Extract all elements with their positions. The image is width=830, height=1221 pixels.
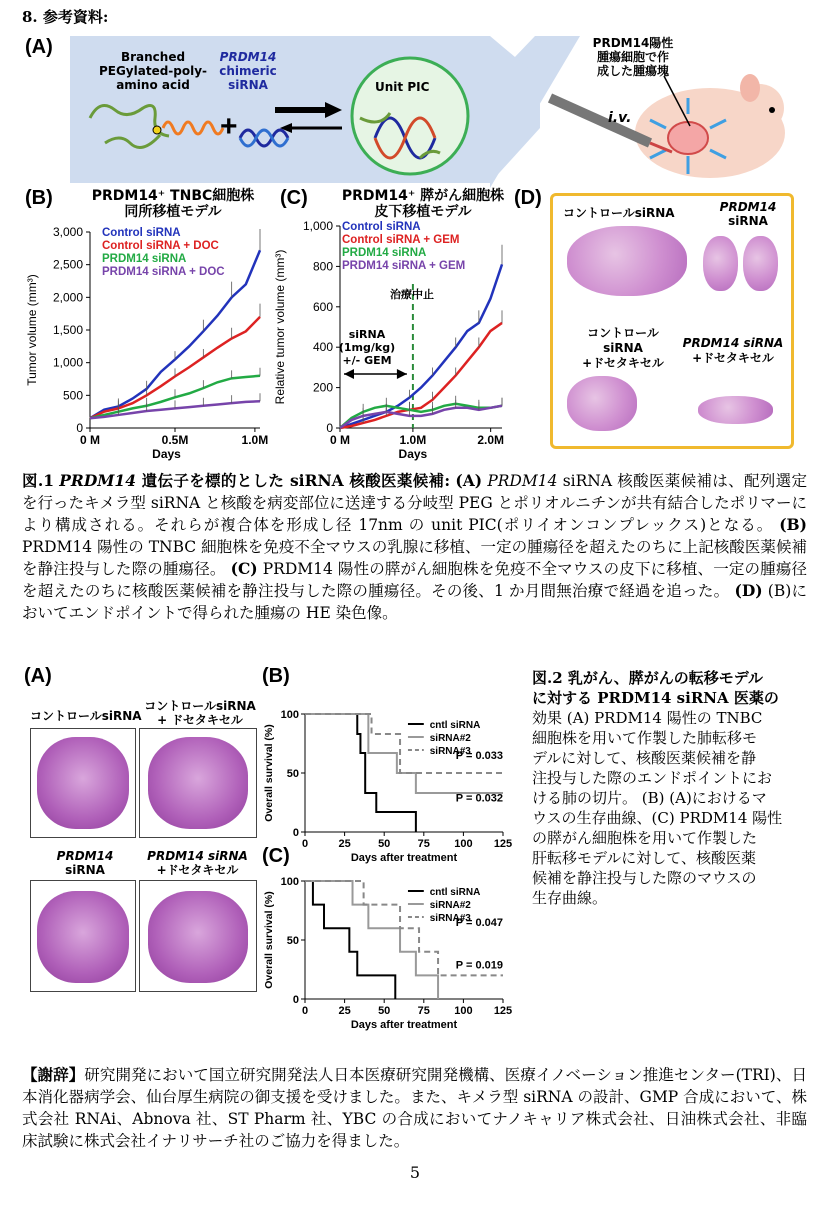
page-number: 5 bbox=[409, 1163, 421, 1182]
legend-entry: cntl siRNA bbox=[429, 887, 481, 898]
x-tick-label: 100 bbox=[454, 1005, 473, 1017]
x-tick-label: 75 bbox=[417, 838, 430, 850]
x-tick-label: 1.0M bbox=[241, 433, 269, 447]
x-axis-label: Days bbox=[152, 447, 181, 461]
section-heading: 8. 参考資料: bbox=[22, 8, 109, 26]
fig1-panel-b-label: (B) bbox=[25, 187, 53, 209]
he-stain-bl bbox=[567, 376, 637, 431]
y-tick-label: 0 bbox=[326, 421, 333, 435]
tumor-volume-chart-b bbox=[22, 222, 272, 461]
y-axis-label: Overall survival (%) bbox=[263, 724, 275, 822]
fig2-panel-c-label: (C) bbox=[262, 845, 290, 867]
y-tick-label: 2,000 bbox=[52, 290, 83, 305]
y-tick-label: 100 bbox=[280, 709, 299, 721]
legend-entry: Control siRNA + GEM bbox=[342, 234, 460, 246]
y-tick-label: 600 bbox=[312, 299, 333, 314]
x-tick-label: 25 bbox=[338, 1005, 351, 1017]
lung-section-tr bbox=[139, 728, 257, 838]
y-tick-label: 50 bbox=[286, 935, 299, 947]
fig1-panel-b-title: PRDM14⁺ TNBC細胞株 同所移植モデル bbox=[91, 188, 255, 220]
fig1-caption: 図.1 PRDM14 遺伝子を標的とした siRNA 核酸医薬候補: (A) PRDM14 siRNA 核酸医薬候補は、配列選定を行ったキメラ型 siRNA と核酸を病変部位に送達する分岐型 PEG とポリオルニチンが共有結合したポリマーにより構成される。それらが複合体を形成し径 17nm の unit PIC(ポリイオンコンプレックス)となる。 (B) PRDM14 陽性の TNBC 細胞株を免疫不全マウスの乳腺に移植、一定の腫瘍径を超えたのちに上記核酸医薬候補を静注投与した際の腫瘍径。 (C) PRDM14 陽性の膵がん細胞株を免疫不全マウスの皮下に移植、一定の腫瘍径を超えたのちに核酸医薬候補を静注投与した際の腫瘍径。その後、1 か月間無治療で経過を追った。 (D) (B)においてエンドポイントで得られた腫瘍の HE 染色像。 bbox=[22, 471, 807, 622]
x-tick-label: 50 bbox=[378, 838, 391, 850]
x-tick-label: 0 bbox=[301, 838, 309, 850]
y-tick-label: 0 bbox=[292, 994, 299, 1006]
p-value-annotation: P = 0.019 bbox=[455, 959, 503, 972]
y-tick-label: 50 bbox=[286, 768, 299, 780]
legend-entry: siRNA#2 bbox=[429, 900, 471, 911]
panel-d-br-label: PRDM14 siRNA +ドセタキセル bbox=[682, 336, 784, 365]
x-tick-label: 2.0M bbox=[477, 433, 505, 447]
legend-entry: PRDM14 siRNA + DOC bbox=[102, 266, 225, 278]
y-axis-label: Relative tumor volume (mm³) bbox=[273, 249, 287, 405]
acknowledgement-text: 研究開発において国立研究開発法人日本医療研究開発機構、医療イノベーション推進センター(TRI)、日本消化器病学会、仙台厚生病院の御支援を受けました。また、キメラ型 siRNA の設計、GMP 合成において、株式会社 RNAi、Abnova 社、ST Pharm 社、YBC の合成においてナノキャリア株式会社、日油株式会社、非臨床試験に株式会社イナリサーチ社のご協力を得ました。 bbox=[22, 1066, 807, 1150]
survival-chart-c bbox=[260, 862, 525, 1037]
survival-chart-b bbox=[260, 695, 525, 864]
x-tick-label: 0 M bbox=[329, 433, 351, 447]
fig2-a-tl-label: コントロールsiRNA bbox=[30, 709, 142, 723]
p-value-annotation: P = 0.047 bbox=[455, 916, 503, 929]
polymer-label: Branched PEGylated-poly- amino acid bbox=[98, 50, 208, 92]
y-tick-label: 200 bbox=[312, 380, 333, 395]
legend-entry: Control siRNA bbox=[342, 221, 421, 233]
fig2-panel-b-label: (B) bbox=[262, 665, 290, 687]
y-tick-label: 500 bbox=[62, 388, 83, 403]
x-tick-label: 100 bbox=[454, 838, 473, 850]
unit-pic-label: Unit PIC bbox=[375, 80, 430, 94]
x-tick-label: 0 M bbox=[79, 433, 101, 447]
x-axis-label: Days bbox=[398, 447, 428, 461]
x-tick-label: 1.0M bbox=[399, 433, 427, 447]
y-tick-label: 100 bbox=[280, 876, 299, 888]
y-tick-label: 0 bbox=[292, 827, 299, 839]
arrow-head-right bbox=[397, 369, 407, 379]
panel-d-bl-label: コントロール siRNA +ドセタキセル bbox=[582, 326, 664, 370]
y-tick-label: 1,000 bbox=[52, 355, 83, 370]
x-tick-label: 0 bbox=[301, 1005, 309, 1017]
fig2-a-bl-label: PRDM14 siRNA bbox=[56, 849, 114, 877]
fig1-panel-a-label: (A) bbox=[25, 36, 53, 58]
legend-entry: siRNA#3 bbox=[429, 913, 471, 924]
fig1-panel-d-box bbox=[550, 193, 794, 449]
y-axis-label: Tumor volume (mm³) bbox=[25, 274, 39, 386]
x-tick-label: 25 bbox=[338, 838, 351, 850]
legend-entry: siRNA#3 bbox=[429, 746, 471, 757]
lung-section-br bbox=[139, 880, 257, 992]
x-tick-label: 125 bbox=[493, 1005, 513, 1017]
fig1-panel-d-label: (D) bbox=[514, 187, 542, 209]
he-stain-tr-right bbox=[743, 236, 778, 291]
fig2-a-tr-label: コントロールsiRNA + ドセタキセル bbox=[144, 699, 256, 727]
y-tick-label: 3,000 bbox=[52, 225, 83, 239]
x-axis-label: Days after treatment bbox=[350, 1019, 458, 1031]
fig1-panel-c-label: (C) bbox=[280, 187, 308, 209]
legend-entry: siRNA#2 bbox=[429, 733, 471, 744]
legend-entry: Control siRNA + DOC bbox=[102, 240, 219, 252]
he-stain-br bbox=[698, 396, 773, 424]
survival-curve-cntl-sirna bbox=[305, 881, 395, 999]
x-tick-label: 0.5M bbox=[161, 433, 189, 447]
fig2-a-br-label: PRDM14 siRNA +ドセタキセル bbox=[147, 849, 248, 877]
legend-entry: cntl siRNA bbox=[429, 720, 481, 731]
x-tick-label: 50 bbox=[378, 1005, 391, 1017]
y-tick-label: 0 bbox=[76, 421, 83, 435]
x-tick-label: 75 bbox=[417, 1005, 430, 1017]
y-tick-label: 1,500 bbox=[52, 323, 83, 337]
panel-d-tr-label: PRDM14 siRNA bbox=[719, 200, 777, 228]
legend-entry: Control siRNA bbox=[102, 227, 181, 239]
unit-pic-circle bbox=[352, 58, 468, 174]
tumor-label: PRDM14陽性 腫瘍細胞で作 成した腫瘍塊 bbox=[592, 36, 674, 78]
legend-entry: PRDM14 siRNA + GEM bbox=[342, 260, 466, 272]
acknowledgement-label: 【謝辞】 bbox=[22, 1065, 85, 1084]
y-tick-label: 2,500 bbox=[52, 257, 83, 272]
y-tick-label: 1,000 bbox=[302, 219, 333, 233]
tumor-mass bbox=[668, 122, 708, 154]
y-tick-label: 400 bbox=[312, 340, 333, 355]
fig2-panel-a-label: (A) bbox=[24, 665, 52, 687]
series-line-prdm14-sirna-gem bbox=[340, 406, 502, 428]
arrow-head-left bbox=[344, 369, 354, 379]
treatment-stop-label: 治療中止 bbox=[390, 288, 434, 301]
panel-d-tl-label: コントロールsiRNA bbox=[563, 206, 675, 220]
he-stain-tl bbox=[567, 226, 687, 296]
plus-sign: + bbox=[220, 110, 238, 143]
legend-entry: PRDM14 siRNA bbox=[342, 247, 427, 259]
p-value-annotation: P = 0.033 bbox=[455, 749, 503, 762]
treatment-label: siRNA (1mg/kg) +/- GEM bbox=[338, 328, 396, 367]
legend-entry: PRDM14 siRNA bbox=[102, 253, 187, 265]
lung-section-tl bbox=[30, 728, 136, 838]
fig1-panel-c-title: PRDM14⁺ 膵がん細胞株 皮下移植モデル bbox=[341, 188, 505, 220]
fig2-caption: 図.2 乳がん、膵がんの転移モデル に対する PRDM14 siRNA 医薬の 効果 (A) PRDM14 陽性の TNBC 細胞株を用いて作製した肺転移モ デルに対して、核酸医薬候補を静 注投与した際のエンドポイントにお ける肺の切片。 (B) (A)におけるマ ウスの生存曲線、(C) PRDM14 陽性 の膵がん細胞株を用いて作製した 肝転移モデルに対して、核酸医薬 候補を静注投与した際のマウスの 生存曲線。 bbox=[532, 669, 783, 907]
p-value-annotation: P = 0.032 bbox=[455, 792, 503, 805]
x-axis-label: Days after treatment bbox=[350, 852, 458, 864]
y-axis-label: Overall survival (%) bbox=[263, 891, 275, 989]
x-tick-label: 125 bbox=[493, 838, 513, 850]
he-stain-tr-left bbox=[703, 236, 738, 291]
iv-label: i.v. bbox=[608, 110, 632, 126]
acknowledgement bbox=[22, 1064, 807, 1152]
y-tick-label: 800 bbox=[312, 259, 333, 274]
lung-section-bl bbox=[30, 880, 136, 992]
sirna-label: PRDM14 chimeric siRNA bbox=[219, 50, 277, 92]
